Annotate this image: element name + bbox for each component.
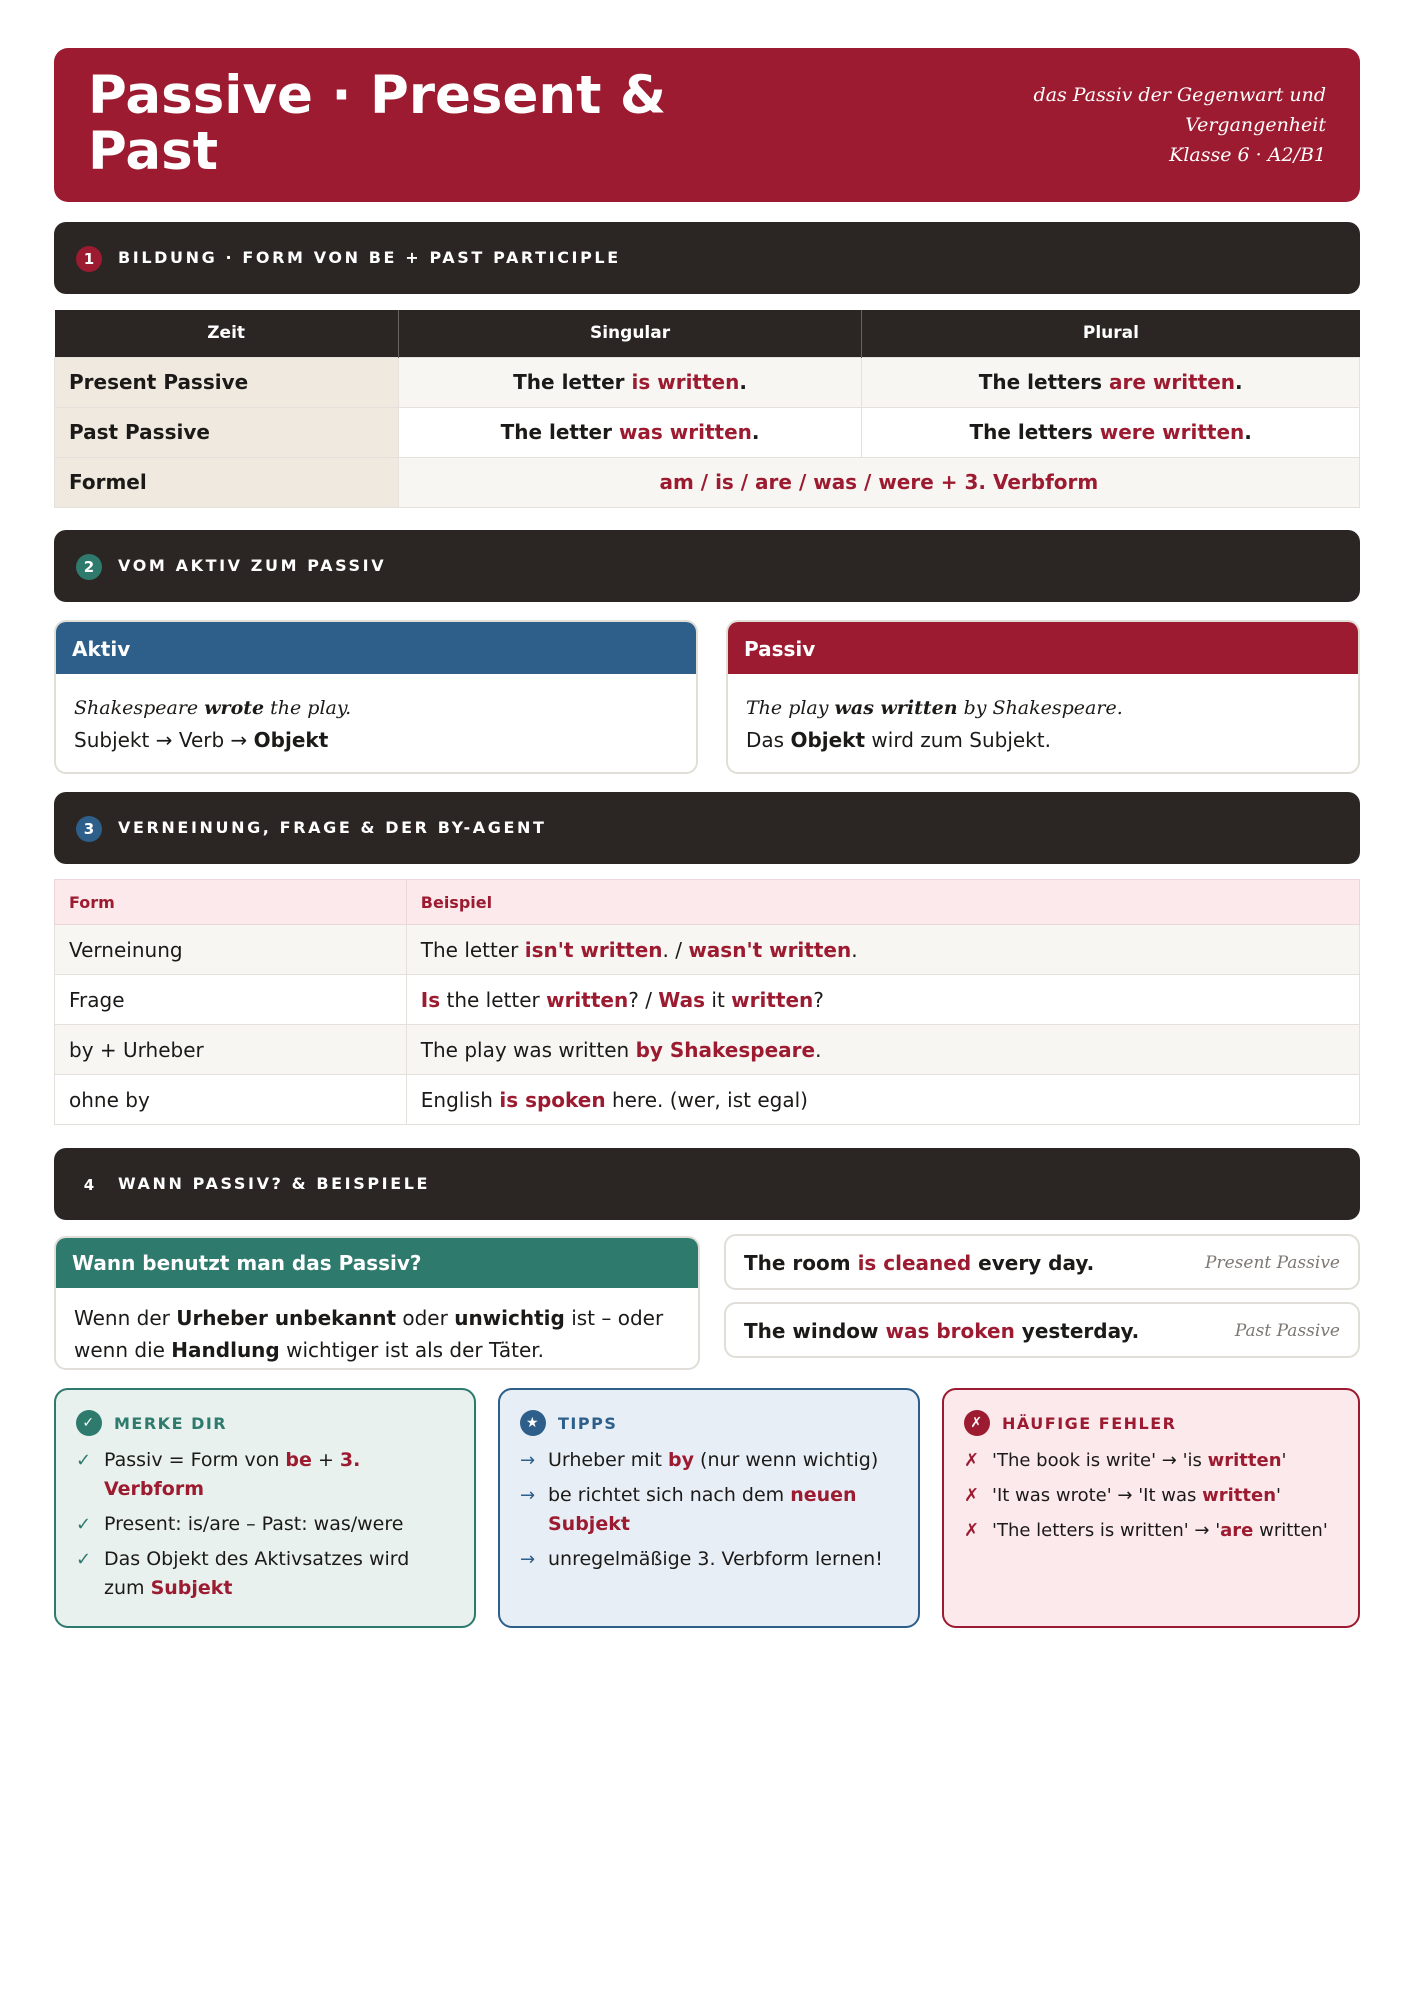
section-title: VOM AKTIV ZUM PASSIV: [118, 556, 387, 575]
singular-cell: The letter is written.: [398, 357, 862, 407]
fehler-list: [964, 1446, 1338, 1545]
box-title: HÄUFIGE FEHLER: [1002, 1413, 1177, 1433]
page-title: Passive · Present & Past: [88, 65, 667, 182]
checkmark-icon: ✓: [76, 1410, 102, 1436]
form-cell: Verneinung: [55, 925, 407, 975]
example-cell: English is spoken here. (wer, ist egal): [406, 1075, 1359, 1125]
table-row: [55, 407, 1360, 457]
structure-line: Subjekt → Verb → Objekt: [74, 728, 329, 752]
example-cell: The letter isn't written. / wasn't written.: [406, 925, 1359, 975]
subtitle-level: Klasse 6 · A2/B1: [1169, 144, 1326, 166]
table-row: [55, 357, 1360, 407]
table-header-row: [55, 880, 1360, 925]
table-row: [55, 1025, 1360, 1075]
check-icon: ✓: [76, 1514, 92, 1535]
list-item: → Urheber mit by (nur wenn wichtig): [520, 1446, 898, 1475]
section-number-badge: 3: [76, 816, 102, 842]
form-cell: Frage: [55, 975, 407, 1025]
aktiv-card: [54, 620, 698, 774]
merke-dir-box: [54, 1388, 476, 1628]
section-number-badge: 2: [76, 554, 102, 580]
tense-label: Present Passive: [1205, 1253, 1340, 1273]
star-icon: ★: [520, 1410, 546, 1436]
box-heading: [520, 1410, 898, 1436]
check-icon: ✓: [76, 1549, 92, 1570]
passive-formation-table: [54, 310, 1360, 508]
box-title: MERKE DIR: [114, 1413, 228, 1433]
section-3-header: [54, 792, 1360, 864]
box-heading: [964, 1410, 1338, 1436]
arrow-right-icon: →: [520, 1450, 536, 1471]
form-cell: by + Urheber: [55, 1025, 407, 1075]
when-passive-card: [54, 1236, 700, 1370]
section-title: VERNEINUNG, FRAGE & DER BY-AGENT: [118, 818, 547, 837]
arrow-right-icon: →: [520, 1485, 536, 1506]
singular-cell: The letter was written.: [398, 407, 862, 457]
card-body: [728, 674, 1358, 774]
table-row: [55, 925, 1360, 975]
row-label: Formel: [55, 457, 399, 507]
section-title: BILDUNG · FORM VON BE + PAST PARTICIPLE: [118, 248, 621, 267]
table-row: [55, 457, 1360, 507]
example-cell: The play was written by Shakespeare.: [406, 1025, 1359, 1075]
check-icon: ✓: [76, 1450, 92, 1471]
box-title: TIPPS: [558, 1413, 618, 1433]
cross-icon: ✗: [964, 1520, 980, 1541]
list-item: → unregelmäßige 3. Verbform lernen!: [520, 1545, 898, 1574]
merke-list: [76, 1446, 454, 1603]
card-body: [56, 1288, 698, 1370]
column-header: Form: [55, 880, 407, 925]
explanation-line: Wenn der Urheber unbekannt oder unwichtig ist – oder: [74, 1306, 664, 1330]
row-label: Past Passive: [55, 407, 399, 457]
plural-cell: The letters are written.: [862, 357, 1360, 407]
section-1-header: [54, 222, 1360, 294]
haeufige-fehler-box: [942, 1388, 1360, 1628]
example-cell: Is the letter written? / Was it written?: [406, 975, 1359, 1025]
formula-cell: am / is / are / was / were + 3. Verbform: [398, 457, 1359, 507]
card-heading: Passiv: [728, 622, 1358, 674]
column-header: Zeit: [55, 310, 399, 357]
box-heading: [76, 1410, 454, 1436]
section-2-header: [54, 530, 1360, 602]
section-4-header: [54, 1148, 1360, 1220]
page-subtitle: [906, 80, 1326, 170]
section-title: WANN PASSIV? & BEISPIELE: [118, 1174, 431, 1193]
column-header: Singular: [398, 310, 862, 357]
cross-icon: ✗: [964, 1410, 990, 1436]
card-heading: Aktiv: [56, 622, 696, 674]
list-item: ✗ 'It was wrote' → 'It was written': [964, 1481, 1338, 1510]
table-row: [55, 975, 1360, 1025]
list-item: ✓ Present: is/are – Past: was/were: [76, 1510, 454, 1539]
table-row: [55, 1075, 1360, 1125]
subtitle-line-1: das Passiv der Gegenwart und: [1033, 84, 1326, 106]
column-header: Plural: [862, 310, 1360, 357]
tipps-box: [498, 1388, 920, 1628]
cross-icon: ✗: [964, 1485, 980, 1506]
example-card: [724, 1302, 1360, 1358]
tense-label: Past Passive: [1234, 1321, 1340, 1341]
column-header: Beispiel: [406, 880, 1359, 925]
example-sentence: The window was broken yesterday.: [744, 1319, 1140, 1343]
card-heading: Wann benutzt man das Passiv?: [56, 1238, 698, 1288]
table-header-row: [55, 310, 1360, 357]
example-sentence: The play was written by Shakespeare.: [746, 697, 1123, 719]
card-body: [56, 674, 696, 774]
arrow-right-icon: →: [520, 1549, 536, 1570]
structure-line: Das Objekt wird zum Subjekt.: [746, 728, 1051, 752]
example-sentence: The room is cleaned every day.: [744, 1251, 1095, 1275]
explanation-line: wenn die Handlung wichtiger ist als der Täter.: [74, 1338, 545, 1362]
example-sentence: Shakespeare wrote the play.: [74, 697, 352, 719]
negation-question-table: [54, 879, 1360, 1125]
plural-cell: The letters were written.: [862, 407, 1360, 457]
tipps-list: [520, 1446, 898, 1574]
form-cell: ohne by: [55, 1075, 407, 1125]
list-item: ✓ Das Objekt des Aktivsatzes wird zum Subjekt: [76, 1545, 454, 1603]
list-item: ✗ 'The letters is written' → 'are written': [964, 1516, 1338, 1545]
cross-icon: ✗: [964, 1450, 980, 1471]
page-header: [54, 48, 1360, 202]
section-number-badge: 4: [83, 1176, 95, 1194]
example-card: [724, 1234, 1360, 1290]
subtitle-line-2: Vergangenheit: [1185, 114, 1326, 136]
list-item: ✓ Passiv = Form von be + 3. Verbform: [76, 1446, 454, 1504]
row-label: Present Passive: [55, 357, 399, 407]
list-item: → be richtet sich nach dem neuen Subjekt: [520, 1481, 898, 1539]
list-item: ✗ 'The book is write' → 'is written': [964, 1446, 1338, 1475]
section-number-badge: 1: [76, 246, 102, 272]
passiv-card: [726, 620, 1360, 774]
